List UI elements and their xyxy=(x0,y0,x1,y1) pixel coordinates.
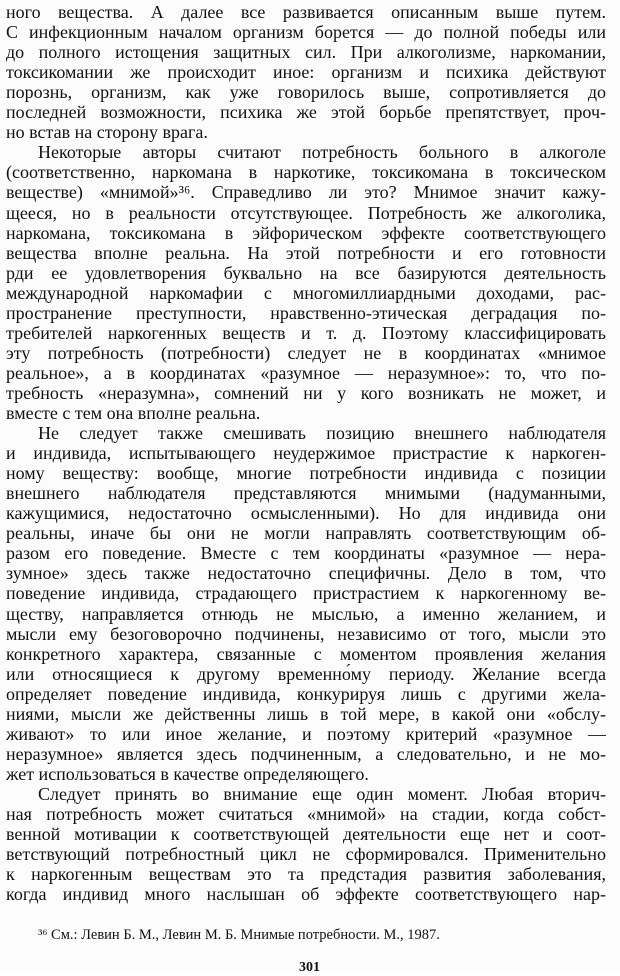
text-line: ветствующий потребностный цикл не сформировался. Применительно xyxy=(6,844,606,865)
text-line: и индивида, испытывающего неудержимое пристрастие к наркоген- xyxy=(6,443,606,464)
text-line: зумное» здесь также недостаточно специфичны. Дело в том, что xyxy=(6,563,606,584)
text-line: живают» то или иное желание, и поэтому критерий «разумное — xyxy=(6,723,606,744)
text-line: наркомана, токсикомана в эйфорическом эффекте соответствующего xyxy=(6,222,606,243)
text-line: кажущимися, недостаточно осмысленными). Но для индивида они xyxy=(6,503,606,524)
text-line: порознь, организм, как уже говорилось выше, сопротивляется до xyxy=(6,82,606,103)
text-line: когда индивид много наслышан об эффекте соответствующего нар- xyxy=(6,884,606,905)
text-line: до полного истощения защитных сил. При алкоголизме, наркомании, xyxy=(6,42,606,63)
text-line: С инфекционным началом организм борется — до полной победы или xyxy=(6,22,606,43)
text-line: к наркогенным веществам это та предстадия развития заболевания, xyxy=(6,864,606,885)
text-line: конкретного характера, связанные с моментом проявления желания xyxy=(6,643,606,664)
text-line: Некоторые авторы считают потребность больного в алкоголе xyxy=(38,142,606,163)
text-line: поведение индивида, страдающего пристрастием к наркогенному ве- xyxy=(6,583,606,604)
page-number: 301 xyxy=(299,960,320,975)
text-line: вещества вполне реальна. На этой потребности и его готовности xyxy=(6,242,606,263)
text-line: жет использоваться в качестве определяющего. xyxy=(6,763,369,784)
footnote: ³⁶ См.: Левин Б. М., Левин М. Б. Мнимые потребности. М., 1987. xyxy=(38,927,440,943)
text-line: внешнего наблюдателя представляются мнимыми (надуманными, xyxy=(6,483,606,504)
text-line: но встав на сторону врага. xyxy=(6,122,208,143)
text-line: венной мотивации к соответствующей деятельности еще нет и соот- xyxy=(6,824,606,845)
text-line: мысли ему безоговорочно подчинены, независимо от того, мысли это xyxy=(6,623,606,644)
text-line: международной наркомафии с многомиллиардными доходами, рас- xyxy=(6,282,606,303)
text-line: требность «неразумна», сомнений ни у кого возникать не может, и xyxy=(6,382,606,403)
text-line: ная потребность может считаться «мнимой» на стадии, когда собст- xyxy=(6,804,606,824)
text-line: ществу, направляется отнюдь не мыслью, а именно желанием, и xyxy=(6,603,606,624)
text-line: последней возможности, психика же этой борьбе препятствует, проч- xyxy=(6,102,606,123)
text-line: рди ее удовлетворения буквально на все базируются деятельность xyxy=(6,262,606,283)
text-line: (соответственно, наркомана в наркотике, токсикомана в токсическом xyxy=(6,162,606,183)
text-line: реальны, иначе бы они не могли направлять соответствующим об- xyxy=(6,523,606,544)
text-line: разом его поведение. Вместе с тем координаты «разумное — нера- xyxy=(6,543,606,564)
text-line: Не следует также смешивать позицию внешнего наблюдателя xyxy=(38,423,606,444)
text-line: неразумное» является здесь подчиненным, а следовательно, и не мо- xyxy=(6,743,606,764)
text-line: требителей наркогенных веществ и т. д. Поэтому классифицировать xyxy=(6,322,606,343)
text-line: реальное», а в координатах «разумное — неразумное»: то, что по- xyxy=(6,362,606,383)
text-line: ниями, мысли же действенны лишь в той мере, в какой они «обслу- xyxy=(6,703,606,724)
text-line: или относящиеся к другому временно́му периоду. Желание всегда xyxy=(6,663,606,684)
text-line: определяет поведение индивида, конкурируя лишь с другими жела- xyxy=(6,683,606,704)
text-line: щееся, но в реальности отсутствующее. Потребность же алкоголика, xyxy=(6,202,606,223)
text-line: веществе) «мнимой»³⁶. Справедливо ли это? Мнимое значит кажу- xyxy=(6,182,606,203)
text-line: эту потребность (потребности) следует не в координатах «мнимое xyxy=(6,342,606,363)
text-line: вместе с тем она вполне реальна. xyxy=(6,403,261,423)
text-line: токсикомании же происходит иное: организм и психика действуют xyxy=(6,62,606,83)
text-line: ного вещества. А далее все развивается описанным выше путем. xyxy=(6,2,606,22)
text-line: пространение преступности, нравственно-этическая деградация по- xyxy=(6,302,606,323)
text-line: ному веществу: вообще, многие потребности индивида с позиции xyxy=(6,463,606,484)
text-line: Следует принять во внимание еще один момент. Любая вторич- xyxy=(38,783,606,804)
